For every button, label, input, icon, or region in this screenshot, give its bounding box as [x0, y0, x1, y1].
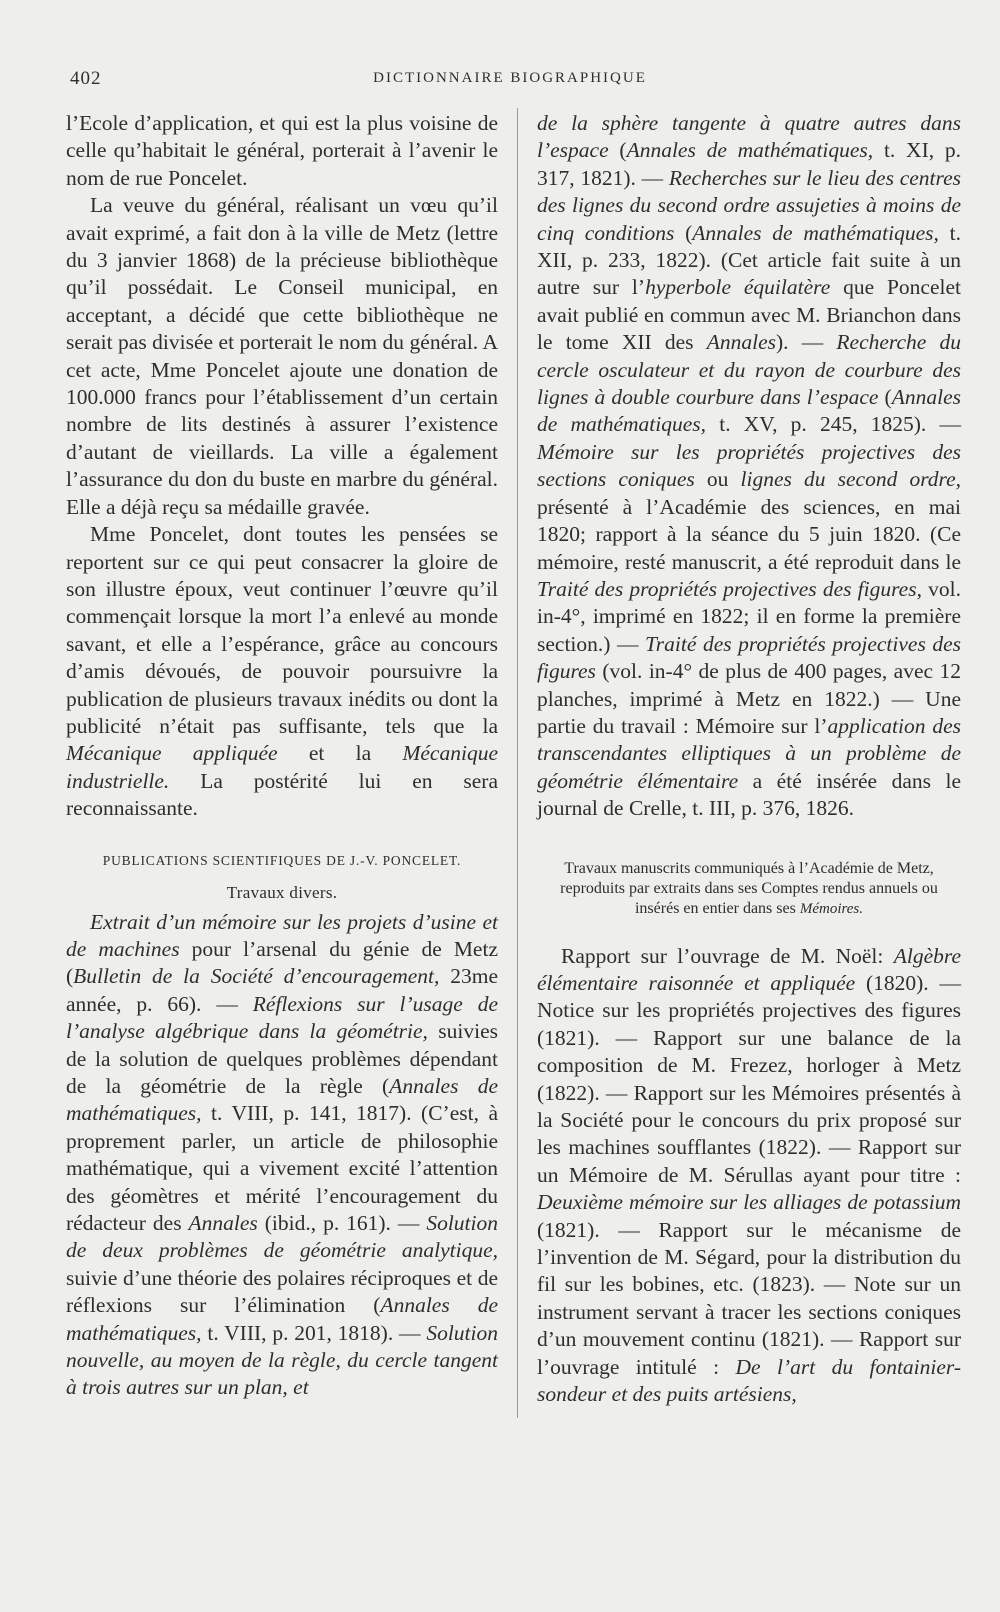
left-column [66, 110, 498, 1402]
paragraph: de la sphère tangente à quatre autres dans l’espace (Annales de mathématiques, t. XI, p. 317, 1821). — Recherches sur le lieu des centres des lignes du second ordre assujeties à moins de cinq conditions (Annales de mathématiques, t. XII, p. 233, 1822). (Cet article fait suite à un autre sur l’hyperbole équilatère que Poncelet avait publié en commun avec M. Brianchon dans le tome XII des Annales). — Recherche du cercle osculateur et du rayon de courbure des lignes à double courbure dans l’espace (Annales de mathématiques, t. XV, p. 245, 1825). — Mémoire sur les propriétés projectives des sections coniques ou lignes du second ordre, présenté à l’Académie des sciences, en mai 1820; rapport à la séance du 5 juin 1820. (Ce mémoire, resté manuscrit, a été reproduit dans le Traité des propriétés projectives des figures, vol. in-4°, imprimé en 1822; il en forme la première section.) — Traité des propriétés projectives des figures (vol. in-4° de plus de 400 pages, avec 12 planches, imprimé à Metz en 1822.) — Une partie du travail : Mémoire sur l’application des transcendantes elliptiques à un problème de géométrie élémentaire a été insérée dans le journal de Crelle, t. III, p. 376, 1826. [537, 111, 962, 821]
section-caption: Travaux manuscrits communiqués à l’Académie de Metz, reproduits par extraits dans ses Comptes rendus annuels ou insérés en entier dans ses Mémoires. [560, 859, 938, 917]
paragraph: l’Ecole d’application, et qui est la plus voisine de celle qu’habitait le général, porterait à l’avenir le nom de rue Poncelet. [66, 111, 498, 190]
right-column [537, 110, 961, 1408]
paragraph: Mme Poncelet, dont toutes les pensées se reportent sur ce qui peut consacrer la gloire de son illustre époux, veut continuer l’œuvre qu’il commençait lorsque la mort l’a enlevé au monde savant, et elle a l’espérance, grâce au concours d’amis dévoués, de pouvoir poursuivre la publication de plusieurs travaux inédits ou dont la publicité n’était pas suffisante, tels que la Mécanique appliquée et la Mécanique industrielle. La postérité lui en sera reconnaissante. [66, 522, 498, 821]
running-title: DICTIONNAIRE BIOGRAPHIQUE [373, 70, 647, 86]
section-heading: PUBLICATIONS SCIENTIFIQUES DE J.-V. PONCELET. [102, 852, 462, 868]
page-number: 402 [70, 68, 102, 89]
paragraph: Extrait d’un mémoire sur les projets d’usine et de machines pour l’arsenal du génie de Metz (Bulletin de la Société d’encouragement, 23me année, p. 66). — Réflexions sur l’usage de l’analyse algébrique dans la géométrie, suivies de la solution de quelques problèmes dépendant de la géométrie de la règle (Annales de mathématiques, t. VIII, p. 141, 1817). (C’est, à proprement parler, un article de philosophie mathématique, qui a vivement excité l’attention des géomètres et mérité l’encouragement du rédacteur des Annales (ibid., p. 161). — Solution de deux problèmes de géométrie analytique, suivie d’une théorie des polaires réciproques et de réflexions sur l’élimination (Annales de mathématiques, t. VIII, p. 201, 1818). — Solution nouvelle, au moyen de la règle, du cercle tangent à trois autres sur un plan, et [66, 909, 499, 1400]
paragraph: La veuve du général, réalisant un vœu qu’il avait exprimé, a fait don à la ville de Metz (lettre du 3 janvier 1868) de la précieuse bibliothèque qu’il possédait. Le Conseil municipal, en acceptant, a décidé que cette bibliothèque ne serait pas divisée et porterait le nom du général. A cet acte, Mme Poncelet ajoute une donation de 100.000 francs pour l’établissement d’un certain nombre de lits destinés à assurer l’existence d’autant de vieillards. La ville a également l’assurance du don du buste en marbre du général. Elle a déjà reçu sa médaille gravée. [66, 193, 498, 519]
subsection-heading: Travaux divers. [226, 882, 338, 902]
paragraph: Rapport sur l’ouvrage de M. Noël: Algèbre élémentaire raisonnée et appliquée (1820). — Notice sur les propriétés projectives des figures (1821). — Rapport sur une balance de la composition de M. Frezez, horloger à Metz (1822). — Rapport sur les Mémoires présentés à la Société pour le concours du prix proposé sur les machines soufflantes (1822). — Rapport sur un Mémoire de M. Sérullas ayant pour titre : Deuxième mémoire sur les alliages de potassium (1821). — Rapport sur le mécanisme de l’invention de M. Ségard, pour la distribution du fil sur les bobines, etc. (1823). — Note sur un instrument servant à tracer les sections coniques d’un mouvement continu (1821). — Rapport sur l’ouvrage intitulé : De l’art du fontainier-sondeur et des puits artésiens, [537, 943, 961, 1407]
column-divider [517, 108, 518, 1418]
page-header [70, 68, 950, 92]
